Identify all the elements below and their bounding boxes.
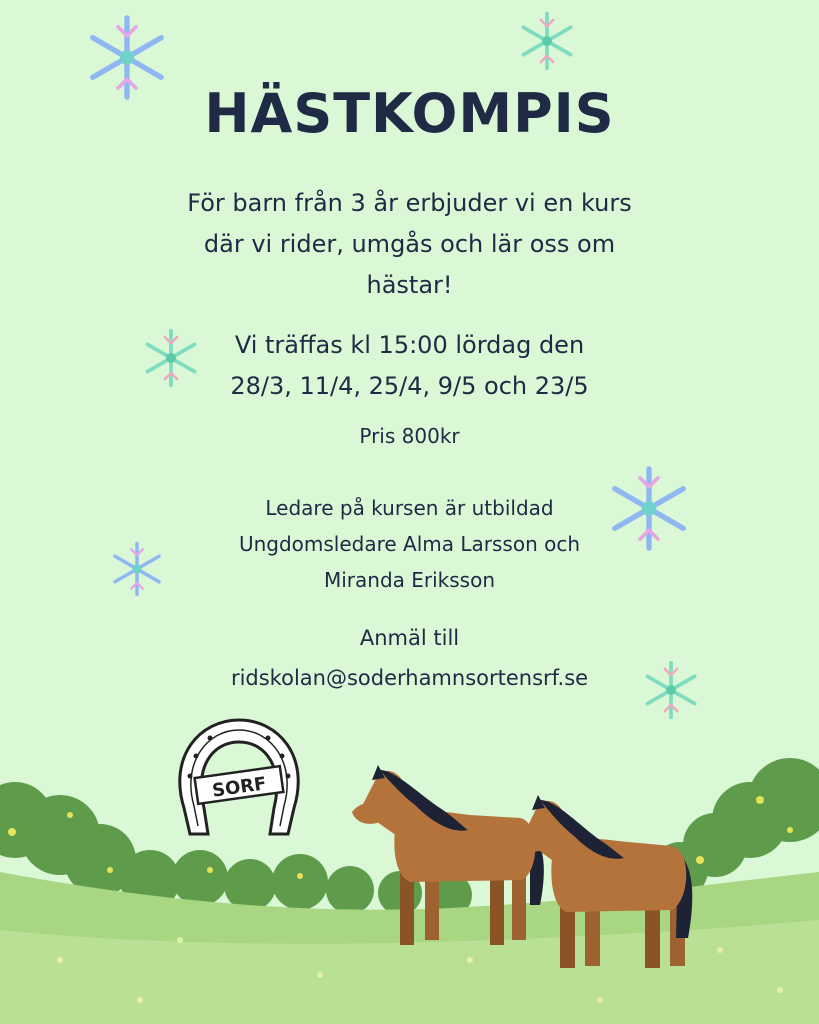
meeting-info — [0, 325, 819, 407]
logo-text: SORF — [210, 773, 268, 802]
leader-line: Ungdomsledare Alma Larsson och — [238, 532, 581, 556]
signup-email[interactable]: ridskolan@soderhamnsortensrf.se — [230, 666, 589, 690]
snowflake-icon — [516, 5, 578, 77]
horseshoe-logo — [176, 716, 302, 840]
leaders-text — [0, 490, 819, 598]
poster-title: HÄSTKOMPIS — [204, 82, 615, 145]
leader-line: Ledare på kursen är utbildad — [265, 496, 554, 520]
meeting-line: Vi träffas kl 15:00 lördag den — [234, 331, 585, 359]
intro-line: hästar! — [366, 271, 453, 299]
signup-label: Anmäl till — [359, 626, 460, 650]
signup-info — [0, 618, 819, 698]
meeting-dates: 28/3, 11/4, 25/4, 9/5 och 23/5 — [230, 372, 589, 400]
leader-line: Miranda Eriksson — [323, 568, 496, 592]
intro-line: För barn från 3 år erbjuder vi en kurs — [187, 189, 632, 217]
intro-line: där vi rider, umgås och lär oss om — [203, 230, 616, 258]
intro-text — [0, 183, 819, 306]
price-text: Pris 800kr — [359, 424, 460, 448]
